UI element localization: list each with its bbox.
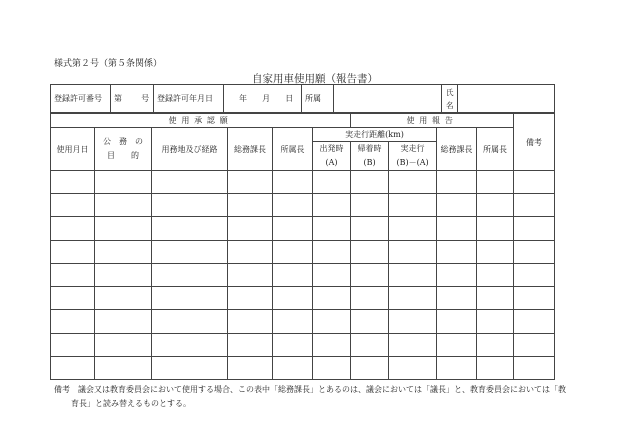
table-cell[interactable] [313, 333, 351, 356]
table-row [51, 310, 555, 333]
table-cell[interactable] [437, 263, 477, 286]
table-row [51, 240, 555, 263]
name-field[interactable] [458, 85, 555, 113]
table-cell[interactable] [228, 217, 273, 240]
affiliation-field[interactable] [334, 85, 442, 113]
table-cell[interactable] [477, 263, 514, 286]
table-cell[interactable] [313, 171, 351, 194]
table-cell[interactable] [437, 356, 477, 379]
table-cell[interactable] [51, 287, 95, 310]
table-cell[interactable] [514, 217, 555, 240]
table-cell[interactable] [273, 240, 313, 263]
table-cell[interactable] [273, 194, 313, 217]
dept-head-report-header: 所属長 [477, 128, 514, 171]
table-cell[interactable] [389, 287, 437, 310]
table-cell[interactable] [95, 287, 152, 310]
table-cell[interactable] [273, 333, 313, 356]
table-cell[interactable] [152, 217, 228, 240]
table-cell[interactable] [152, 171, 228, 194]
table-cell[interactable] [51, 194, 95, 217]
table-cell[interactable] [273, 310, 313, 333]
permit-number-label: 登録許可番号 [51, 85, 111, 113]
table-row [51, 263, 555, 286]
usage-table [50, 113, 555, 380]
table-cell[interactable] [95, 217, 152, 240]
table-cell[interactable] [228, 356, 273, 379]
table-cell[interactable] [152, 310, 228, 333]
purpose-header-line1: 公 務 の [103, 137, 143, 146]
table-cell[interactable] [313, 310, 351, 333]
table-cell[interactable] [477, 356, 514, 379]
table-cell[interactable] [51, 171, 95, 194]
table-cell[interactable] [437, 333, 477, 356]
name-label-top: 氏 [446, 87, 454, 97]
date-day-label: 日 [285, 94, 294, 103]
table-cell[interactable] [273, 356, 313, 379]
general-affairs-head-approval-header: 総務課長 [228, 128, 273, 171]
table-row [51, 356, 555, 379]
table-cell[interactable] [477, 194, 514, 217]
table-cell[interactable] [313, 194, 351, 217]
name-label-bottom: 名 [446, 100, 454, 110]
date-month-label: 月 [262, 94, 271, 103]
table-cell[interactable] [273, 171, 313, 194]
table-cell[interactable] [477, 171, 514, 194]
table-cell[interactable] [351, 240, 389, 263]
table-cell[interactable] [389, 194, 437, 217]
permit-number-suffix: 号 [141, 94, 150, 103]
table-cell[interactable] [389, 240, 437, 263]
table-cell[interactable] [389, 263, 437, 286]
table-cell[interactable] [437, 240, 477, 263]
table-cell[interactable] [514, 194, 555, 217]
table-cell[interactable] [514, 310, 555, 333]
table-cell[interactable] [351, 333, 389, 356]
footnote-line1: 備考 議会又は教育委員会において使用する場合、この表中「総務課長」とあるのは、議会においては「議長」と、教育委員会においては「教 [54, 385, 566, 394]
footnote-line2: 育長」と読み替えるものとする。 [71, 399, 191, 408]
table-cell[interactable] [389, 310, 437, 333]
table-cell[interactable] [273, 263, 313, 286]
table-cell[interactable] [477, 240, 514, 263]
table-cell[interactable] [51, 217, 95, 240]
registration-table [50, 84, 555, 113]
distance-group-header: 実走行距離(km) [313, 128, 437, 142]
actual-distance-label: 実走行 [400, 144, 425, 153]
table-cell[interactable] [389, 356, 437, 379]
permit-date-field[interactable] [224, 85, 302, 113]
table-cell[interactable] [152, 194, 228, 217]
table-cell[interactable] [313, 217, 351, 240]
table-cell[interactable] [313, 263, 351, 286]
table-cell[interactable] [351, 194, 389, 217]
table-cell[interactable] [477, 310, 514, 333]
departure-code: (A) [325, 158, 338, 167]
table-cell[interactable] [51, 240, 95, 263]
table-cell[interactable] [95, 356, 152, 379]
table-cell[interactable] [351, 356, 389, 379]
table-cell[interactable] [152, 287, 228, 310]
purpose-header [95, 128, 152, 171]
table-cell[interactable] [477, 333, 514, 356]
table-cell[interactable] [152, 333, 228, 356]
name-label [442, 85, 458, 113]
table-cell[interactable] [228, 333, 273, 356]
actual-distance-header [389, 142, 437, 171]
general-affairs-head-report-header: 総務課長 [437, 128, 477, 171]
approval-group-header: 使用承認願 [51, 114, 351, 128]
table-row [51, 287, 555, 310]
table-cell[interactable] [514, 263, 555, 286]
remarks-header: 備考 [514, 114, 555, 171]
table-cell[interactable] [51, 263, 95, 286]
permit-number-field[interactable] [111, 85, 154, 113]
table-cell[interactable] [389, 217, 437, 240]
table-cell[interactable] [313, 287, 351, 310]
table-cell[interactable] [437, 310, 477, 333]
table-cell[interactable] [228, 310, 273, 333]
table-cell[interactable] [51, 333, 95, 356]
table-cell[interactable] [351, 310, 389, 333]
table-cell[interactable] [477, 217, 514, 240]
table-cell[interactable] [437, 217, 477, 240]
table-cell[interactable] [514, 171, 555, 194]
table-cell[interactable] [228, 263, 273, 286]
table-cell[interactable] [514, 356, 555, 379]
table-cell[interactable] [514, 333, 555, 356]
table-cell[interactable] [477, 287, 514, 310]
date-year-label: 年 [239, 94, 247, 103]
table-cell[interactable] [228, 240, 273, 263]
permit-date-label: 登録許可年月日 [154, 85, 224, 113]
table-cell[interactable] [351, 287, 389, 310]
destination-route-header: 用務地及び経路 [152, 128, 228, 171]
table-cell[interactable] [95, 333, 152, 356]
table-cell[interactable] [351, 171, 389, 194]
departure-header [313, 142, 351, 171]
table-row [51, 194, 555, 217]
table-cell[interactable] [95, 171, 152, 194]
table-cell[interactable] [273, 217, 313, 240]
report-group-header: 使用報告 [351, 114, 514, 128]
dept-head-approval-header: 所属長 [273, 128, 313, 171]
table-cell[interactable] [95, 240, 152, 263]
table-cell[interactable] [152, 263, 228, 286]
table-cell[interactable] [514, 287, 555, 310]
departure-label: 出発時 [319, 144, 344, 153]
table-cell[interactable] [95, 194, 152, 217]
table-cell[interactable] [437, 194, 477, 217]
return-label: 帰着時 [357, 144, 382, 153]
table-cell[interactable] [95, 263, 152, 286]
permit-number-prefix: 第 [114, 94, 122, 103]
table-cell[interactable] [51, 356, 95, 379]
table-cell[interactable] [228, 287, 273, 310]
table-cell[interactable] [389, 171, 437, 194]
table-cell[interactable] [313, 240, 351, 263]
return-code: (B) [363, 158, 376, 167]
table-cell[interactable] [351, 263, 389, 286]
table-cell[interactable] [273, 287, 313, 310]
table-cell[interactable] [152, 356, 228, 379]
table-cell[interactable] [437, 287, 477, 310]
form-title: 自家用車使用願（報告書） [252, 73, 378, 85]
table-cell[interactable] [95, 310, 152, 333]
form-number: 様式第２号（第５条関係） [54, 59, 163, 69]
purpose-header-line2: 目 的 [107, 151, 139, 160]
table-cell[interactable] [152, 240, 228, 263]
table-cell[interactable] [437, 171, 477, 194]
table-row [51, 333, 555, 356]
table-row [51, 171, 555, 194]
table-cell[interactable] [313, 356, 351, 379]
return-header [351, 142, 389, 171]
actual-distance-code: (B)－(A) [396, 158, 429, 167]
affiliation-label: 所属 [302, 85, 334, 113]
footnote [54, 383, 574, 411]
table-cell[interactable] [351, 217, 389, 240]
date-of-use-header: 使用月日 [51, 128, 95, 171]
table-cell[interactable] [51, 310, 95, 333]
table-cell[interactable] [228, 194, 273, 217]
table-cell[interactable] [514, 240, 555, 263]
table-row [51, 217, 555, 240]
table-cell[interactable] [389, 333, 437, 356]
table-cell[interactable] [228, 171, 273, 194]
